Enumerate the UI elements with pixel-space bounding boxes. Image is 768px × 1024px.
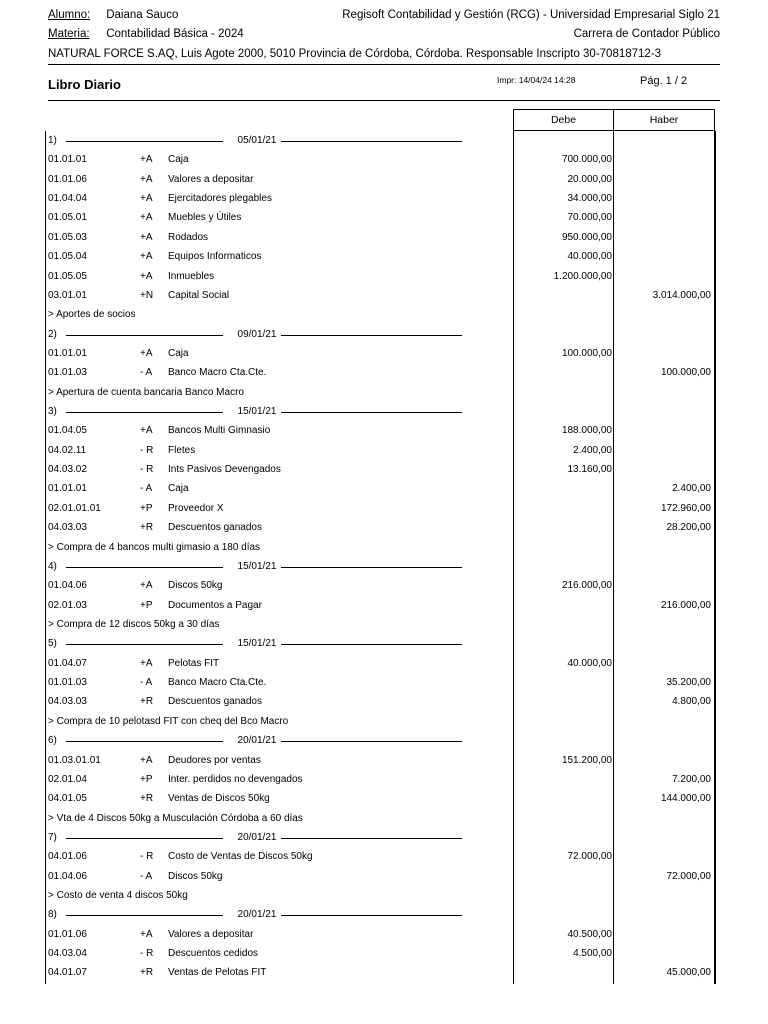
account-nature: +A [140,657,153,669]
page-number: Pág. 1 / 2 [640,75,688,87]
account-name: Costo de Ventas de Discos 50kg [168,851,313,863]
account-nature: +A [140,193,153,205]
account-code: 01.01.03 [48,367,87,379]
entry-separator-line [66,335,223,336]
entry-separator-line [281,838,462,839]
haber-amount: 216.000,00 [660,599,711,611]
account-nature: +R [140,793,154,805]
account-code: 01.01.01 [48,483,87,495]
entry-separator-line [66,412,223,413]
entry-separator-line [66,567,223,568]
entry-separator-line [66,644,223,645]
journal-line [48,363,713,382]
debe-amount: 216.000,00 [561,580,612,592]
entry-separator-line [281,915,462,916]
course-name: Contabilidad Básica - 2024 [106,28,244,40]
account-nature: +A [140,580,153,592]
journal-line [48,944,713,963]
account-code: 03.01.01 [48,289,87,301]
account-code: 01.01.06 [48,928,87,940]
account-name: Discos 50kg [168,580,223,592]
journal-line [48,673,713,692]
entry-number: 3) [48,406,57,418]
account-name: Banco Macro Cta.Cte. [168,677,267,689]
debe-amount: 700.000,00 [561,154,612,166]
entry-note [48,383,713,402]
career-name: Carrera de Contador Público [573,28,720,40]
account-code: 04.03.02 [48,464,87,476]
journal-line [48,867,713,886]
entry-separator-line [66,141,223,142]
journal-line [48,267,713,286]
debe-amount: 40.500,00 [567,928,612,940]
entry-header [48,731,713,750]
account-nature: - A [140,367,153,379]
journal-line [48,925,713,944]
account-nature: - R [140,851,154,863]
account-name: Valores a depositar [168,173,254,185]
entry-note [48,538,713,557]
account-code: 01.04.04 [48,193,87,205]
account-name: Equipos Informaticos [168,251,262,263]
account-code: 01.04.06 [48,580,87,592]
account-nature: +P [140,773,153,785]
entry-header [48,325,713,344]
report-title: Libro Diario [48,77,121,92]
account-name: Capital Social [168,289,230,301]
entry-separator-line [66,741,223,742]
debe-amount: 13.160,00 [567,464,612,476]
debe-amount: 72.000,00 [567,851,612,863]
journal-entries [48,131,713,983]
journal-line [48,189,713,208]
account-nature: - R [140,444,154,456]
account-name: Fletes [168,444,196,456]
debe-amount: 188.000,00 [561,425,612,437]
entry-date: 15/01/21 [237,406,277,418]
entry-date: 09/01/21 [237,328,277,340]
account-code: 01.01.01 [48,347,87,359]
journal-line [48,499,713,518]
account-name: Descuentos ganados [168,696,262,708]
account-code: 04.01.05 [48,793,87,805]
entry-description: > Costo de venta 4 discos 50kg [48,890,188,902]
account-name: Inter. perdidos no devengados [168,773,303,785]
right-border [714,131,716,984]
account-nature: +N [140,289,154,301]
header-divider [48,64,720,65]
account-code: 01.04.05 [48,425,87,437]
journal-line [48,286,713,305]
account-nature: - A [140,483,153,495]
account-code: 02.01.01.01 [48,502,101,514]
account-code: 04.03.04 [48,948,87,960]
journal-line [48,847,713,866]
journal-line [48,344,713,363]
entry-description: > Compra de 10 pelotasd FIT con cheq del Bco Macro [48,715,289,727]
entry-separator-line [281,335,462,336]
entry-header [48,557,713,576]
title-divider [48,100,720,101]
account-code: 01.04.07 [48,657,87,669]
account-nature: +A [140,425,153,437]
account-name: Discos 50kg [168,870,223,882]
haber-amount: 172.960,00 [660,502,711,514]
debe-amount: 70.000,00 [567,212,612,224]
entry-note [48,712,713,731]
haber-amount: 2.400,00 [672,483,711,495]
course-label: Materia: [48,28,90,40]
haber-amount: 35.200,00 [666,677,711,689]
entry-header [48,402,713,421]
entry-number: 8) [48,909,57,921]
entry-separator-line [281,741,462,742]
entry-number: 1) [48,135,57,146]
account-nature: +A [140,154,153,166]
account-name: Deudores por ventas [168,754,261,766]
journal-line [48,596,713,615]
entry-description: > Apertura de cuenta bancaria Banco Macro [48,386,244,398]
debe-amount: 40.000,00 [567,251,612,263]
entry-header [48,131,713,150]
account-code: 01.05.04 [48,251,87,263]
entry-description: > Aportes de socios [48,309,136,321]
entry-date: 20/01/21 [237,909,277,921]
account-nature: - R [140,948,154,960]
course-row [48,27,720,41]
journal-line [48,654,713,673]
account-code: 01.03.01.01 [48,754,101,766]
debe-amount: 950.000,00 [561,231,612,243]
haber-amount: 7.200,00 [672,773,711,785]
account-code: 01.04.06 [48,870,87,882]
entry-date: 15/01/21 [237,560,277,572]
debe-amount: 40.000,00 [567,657,612,669]
journal-line [48,751,713,770]
debe-column-header: Debe [513,109,614,131]
account-nature: +P [140,502,153,514]
entry-note [48,886,713,905]
account-nature: +A [140,270,153,282]
haber-amount: 3.014.000,00 [652,289,711,301]
journal-line [48,963,713,982]
debe-amount: 151.200,00 [561,754,612,766]
journal-line [48,576,713,595]
haber-amount: 144.000,00 [660,793,711,805]
journal-line [48,150,713,169]
debe-amount: 34.000,00 [567,193,612,205]
account-name: Caja [168,347,189,359]
journal-line [48,479,713,498]
journal-line [48,228,713,247]
account-nature: +A [140,231,153,243]
entry-header [48,634,713,653]
entry-description: > Vta de 4 Discos 50kg a Musculación Córdoba a 60 días [48,812,303,824]
account-name: Ints Pasivos Devengados [168,464,281,476]
account-code: 01.01.06 [48,173,87,185]
account-name: Rodados [168,231,209,243]
left-border [45,131,46,984]
account-code: 04.03.03 [48,696,87,708]
account-nature: - A [140,677,153,689]
account-name: Ventas de Discos 50kg [168,793,270,805]
account-name: Ventas de Pelotas FIT [168,967,267,979]
account-name: Valores a depositar [168,928,254,940]
entry-number: 7) [48,831,57,843]
account-name: Caja [168,483,189,495]
account-nature: +A [140,173,153,185]
journal-line [48,247,713,266]
haber-column-header: Haber [613,109,715,131]
journal-line [48,692,713,711]
account-code: 04.01.07 [48,967,87,979]
journal-line [48,789,713,808]
company-info: NATURAL FORCE S.AQ, Luis Agote 2000, 5010 Provincia de Córdoba, Córdoba. Responsable Inscripto 30-70818712-3 [48,48,662,60]
account-name: Caja [168,154,189,166]
account-name: Muebles y Útiles [168,212,242,224]
entry-note [48,809,713,828]
account-nature: +A [140,212,153,224]
account-nature: +A [140,251,153,263]
account-code: 01.05.05 [48,270,87,282]
journal-line [48,441,713,460]
entry-note [48,615,713,634]
student-row [48,8,720,22]
haber-amount: 100.000,00 [660,367,711,379]
journal-line [48,170,713,189]
account-name: Descuentos cedidos [168,948,259,960]
entry-number: 6) [48,735,57,747]
account-name: Bancos Multi Gimnasio [168,425,271,437]
account-name: Banco Macro Cta.Cte. [168,367,267,379]
entry-header [48,828,713,847]
entry-description: > Compra de 12 discos 50kg a 30 días [48,618,220,630]
account-code: 01.01.01 [48,154,87,166]
entry-description: > Compra de 4 bancos multi gimasio a 180 días [48,541,261,553]
journal-line [48,421,713,440]
debe-amount: 100.000,00 [561,347,612,359]
journal-line [48,518,713,537]
account-nature: - R [140,464,154,476]
entry-date: 15/01/21 [237,638,277,650]
entry-note [48,305,713,324]
account-nature: +A [140,754,153,766]
entry-number: 4) [48,560,57,572]
account-nature: +A [140,928,153,940]
system-name: Regisoft Contabilidad y Gestión (RCG) - Universidad Empresarial Siglo 21 [342,9,720,21]
debe-amount: 20.000,00 [567,173,612,185]
account-nature: +P [140,599,153,611]
entry-date: 20/01/21 [237,831,277,843]
account-nature: +R [140,522,154,534]
account-nature: +R [140,967,154,979]
account-name: Proveedor X [168,502,224,514]
haber-amount: 4.800,00 [672,696,711,708]
account-nature: +A [140,347,153,359]
entry-header [48,905,713,924]
entry-separator-line [281,567,462,568]
account-nature: +R [140,696,154,708]
entry-separator-line [281,141,462,142]
print-timestamp: Impr: 14/04/24 14:28 [497,75,576,85]
journal-line [48,208,713,227]
account-code: 01.05.01 [48,212,87,224]
account-code: 04.02.11 [48,444,87,456]
student-name: Daiana Sauco [106,9,179,21]
account-code: 04.03.03 [48,522,87,534]
haber-amount: 45.000,00 [666,967,711,979]
student-label: Alumno: [48,9,91,21]
entry-separator-line [66,838,223,839]
account-nature: - A [140,870,153,882]
entry-date: 20/01/21 [237,735,277,747]
account-name: Documentos a Pagar [168,599,262,611]
entry-separator-line [281,412,462,413]
account-name: Ejercitadores plegables [168,193,272,205]
entry-number: 2) [48,328,57,340]
entry-date: 05/01/21 [237,135,277,146]
account-code: 02.01.03 [48,599,87,611]
debe-amount: 4.500,00 [573,948,612,960]
journal-line [48,460,713,479]
journal-line [48,770,713,789]
account-code: 02.01.04 [48,773,87,785]
entry-separator-line [281,644,462,645]
entry-separator-line [66,915,223,916]
account-code: 01.05.03 [48,231,87,243]
debe-amount: 1.200.000,00 [553,270,612,282]
account-name: Pelotas FIT [168,657,220,669]
haber-amount: 28.200,00 [666,522,711,534]
account-code: 04.01.06 [48,851,87,863]
debe-amount: 2.400,00 [573,444,612,456]
account-name: Descuentos ganados [168,522,262,534]
account-code: 01.01.03 [48,677,87,689]
entry-number: 5) [48,638,57,650]
account-name: Inmuebles [168,270,215,282]
haber-amount: 72.000,00 [666,870,711,882]
